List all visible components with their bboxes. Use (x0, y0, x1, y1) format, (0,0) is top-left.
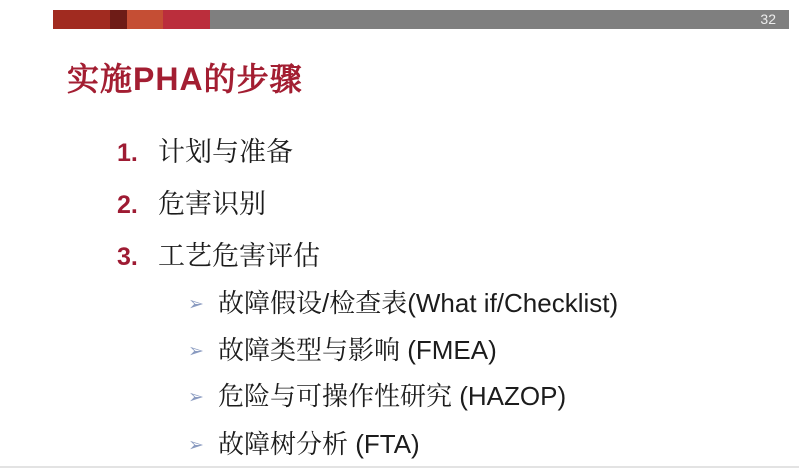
sub-bullet-4 (188, 424, 420, 461)
item-number: 1. (117, 139, 138, 167)
arrow-bullet-icon: ➢ (188, 341, 204, 362)
top-accent-bar (53, 10, 789, 29)
item-number: 3. (117, 243, 138, 271)
sub-bullet-label: 危险与可操作性研究 (HAZOP) (218, 381, 567, 411)
accent-bar-segment-4 (163, 10, 210, 29)
slide-bottom-edge (0, 466, 799, 468)
sub-bullet-3 (188, 376, 566, 413)
arrow-bullet-icon: ➢ (188, 435, 204, 456)
accent-bar-gray (210, 10, 789, 29)
accent-bar-segment-2 (110, 10, 127, 29)
item-label: 计划与准备 (158, 137, 293, 167)
arrow-bullet-icon: ➢ (188, 387, 204, 408)
arrow-bullet-icon: ➢ (188, 294, 204, 315)
slide-title: 实施PHA的步骤 (67, 61, 303, 97)
item-label: 工艺危害评估 (158, 241, 320, 271)
numbered-item-3 (117, 234, 320, 273)
accent-bar-segment-3 (127, 10, 163, 29)
item-label: 危害识别 (158, 189, 266, 219)
numbered-item-2 (117, 182, 266, 221)
sub-bullet-label: 故障类型与影响 (FMEA) (218, 335, 497, 365)
page-number: 32 (760, 11, 776, 27)
numbered-item-1 (117, 130, 293, 169)
sub-bullet-label: 故障树分析 (FTA) (218, 429, 420, 459)
sub-bullet-1 (188, 283, 618, 320)
sub-bullet-label: 故障假设/检查表(What if/Checklist) (218, 288, 619, 318)
item-number: 2. (117, 191, 138, 219)
sub-bullet-2 (188, 330, 497, 367)
accent-bar-segment-1 (53, 10, 110, 29)
